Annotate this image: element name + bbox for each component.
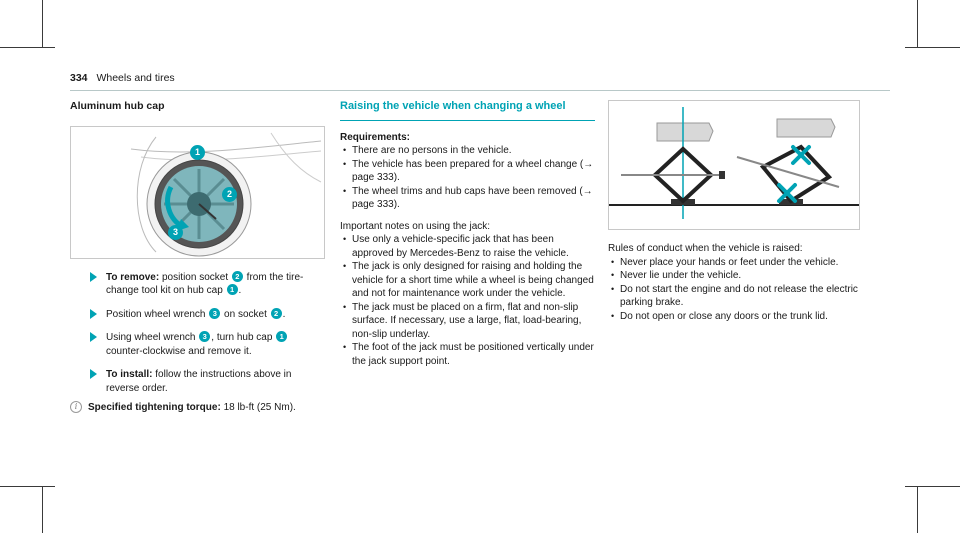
callout-1-badge: 1	[190, 145, 205, 160]
section-title: Raising the vehicle when changing a wheel	[340, 100, 595, 121]
callout-badge-icon: 3	[199, 331, 210, 342]
list-item: • Never place your hands or feet under the vehicle.	[608, 256, 868, 270]
step-text: on socket	[221, 308, 270, 320]
step-text: Using wheel wrench	[106, 332, 199, 343]
list-item: • The vehicle has been prepared for a wheel change (→ page 333).	[340, 158, 595, 185]
list-item: • Do not open or close any doors or the trunk lid.	[608, 310, 868, 324]
rules-list	[608, 256, 868, 324]
page-number: 334	[70, 72, 88, 84]
callout-badge-icon: 2	[232, 271, 243, 282]
torque-note	[70, 401, 325, 415]
list-item: • The foot of the jack must be positioned vertically under the jack support point.	[340, 341, 595, 368]
section-name: Wheels and tires	[96, 72, 175, 84]
requirements-list	[340, 144, 595, 212]
callout-3-badge: 3	[168, 225, 183, 240]
step-text: counter-clockwise and remove it.	[106, 345, 252, 357]
step-arrow-icon	[90, 272, 97, 282]
list-item: • Do not start the engine and do not release the electric parking brake.	[608, 283, 868, 310]
page-header	[70, 72, 175, 84]
jack-notes-list	[340, 233, 595, 368]
callout-badge-icon: 2	[271, 308, 282, 319]
callout-badge-icon: 3	[209, 308, 220, 319]
jack-placement-illustration	[608, 100, 860, 230]
callout-badge-icon: 1	[227, 284, 238, 295]
callout-2-badge: 2	[222, 187, 237, 202]
list-item: • The jack must be placed on a firm, flat and non-slip surface. If necessary, use a large, flat, load-bearing, non-slip underlay.	[340, 301, 595, 342]
jack-notes-intro: Important notes on using the jack:	[340, 220, 491, 232]
step-text: from the tire-change tool kit on hub cap	[106, 271, 304, 296]
step-arrow-icon	[90, 369, 97, 379]
crop-mark	[905, 486, 960, 487]
list-item: • Use only a vehicle-specific jack that has been approved by Mercedes-Benz to raise the vehicle.	[340, 233, 595, 260]
column-raising-vehicle	[340, 100, 595, 368]
requirements-label: Requirements:	[340, 131, 411, 143]
column-rules	[608, 100, 868, 323]
step-text: position socket	[161, 271, 231, 283]
list-item: • Never lie under the vehicle.	[608, 269, 868, 283]
callout-badge-icon: 1	[276, 331, 287, 342]
subhead-aluminum-hub-cap: Aluminum hub cap	[70, 100, 165, 112]
step-text: .	[282, 308, 286, 320]
step-text: , turn hub cap	[211, 332, 276, 343]
step-remove	[70, 271, 325, 298]
crop-mark	[42, 0, 43, 48]
note-label: Specified tightening torque:	[88, 402, 221, 413]
crop-mark	[0, 47, 55, 48]
procedure-steps	[70, 271, 325, 415]
hub-cap-illustration	[70, 126, 325, 259]
jack-drawing	[609, 101, 859, 229]
step-text: .	[238, 285, 242, 296]
crop-mark	[917, 486, 918, 533]
header-rule	[70, 90, 890, 91]
note-text: 18 lb-ft (25 Nm).	[223, 402, 296, 413]
step-text: Position wheel wrench	[106, 308, 209, 320]
step-label: To install:	[106, 369, 153, 380]
step-arrow-icon	[90, 309, 97, 319]
step-arrow-icon	[90, 332, 97, 342]
list-item: • There are no persons in the vehicle.	[340, 144, 595, 158]
crop-mark	[917, 0, 918, 48]
step-turn-hub-cap	[70, 331, 325, 358]
rules-intro: Rules of conduct when the vehicle is raised:	[608, 243, 803, 254]
step-position-wrench	[70, 308, 325, 322]
list-item: • The jack is only designed for raising and holding the vehicle for a short time while a wheel is being changed and not for maintenance work under the vehicle.	[340, 260, 595, 301]
column-hub-cap	[70, 100, 325, 415]
crop-mark	[42, 486, 43, 533]
step-label: To remove:	[106, 271, 160, 283]
info-icon: i	[70, 401, 82, 413]
step-install	[70, 368, 325, 395]
crop-mark	[905, 47, 960, 48]
step-text: follow the instructions above in reverse order.	[106, 369, 292, 394]
crop-mark	[0, 486, 55, 487]
list-item: • The wheel trims and hub caps have been removed (→ page 333).	[340, 185, 595, 212]
